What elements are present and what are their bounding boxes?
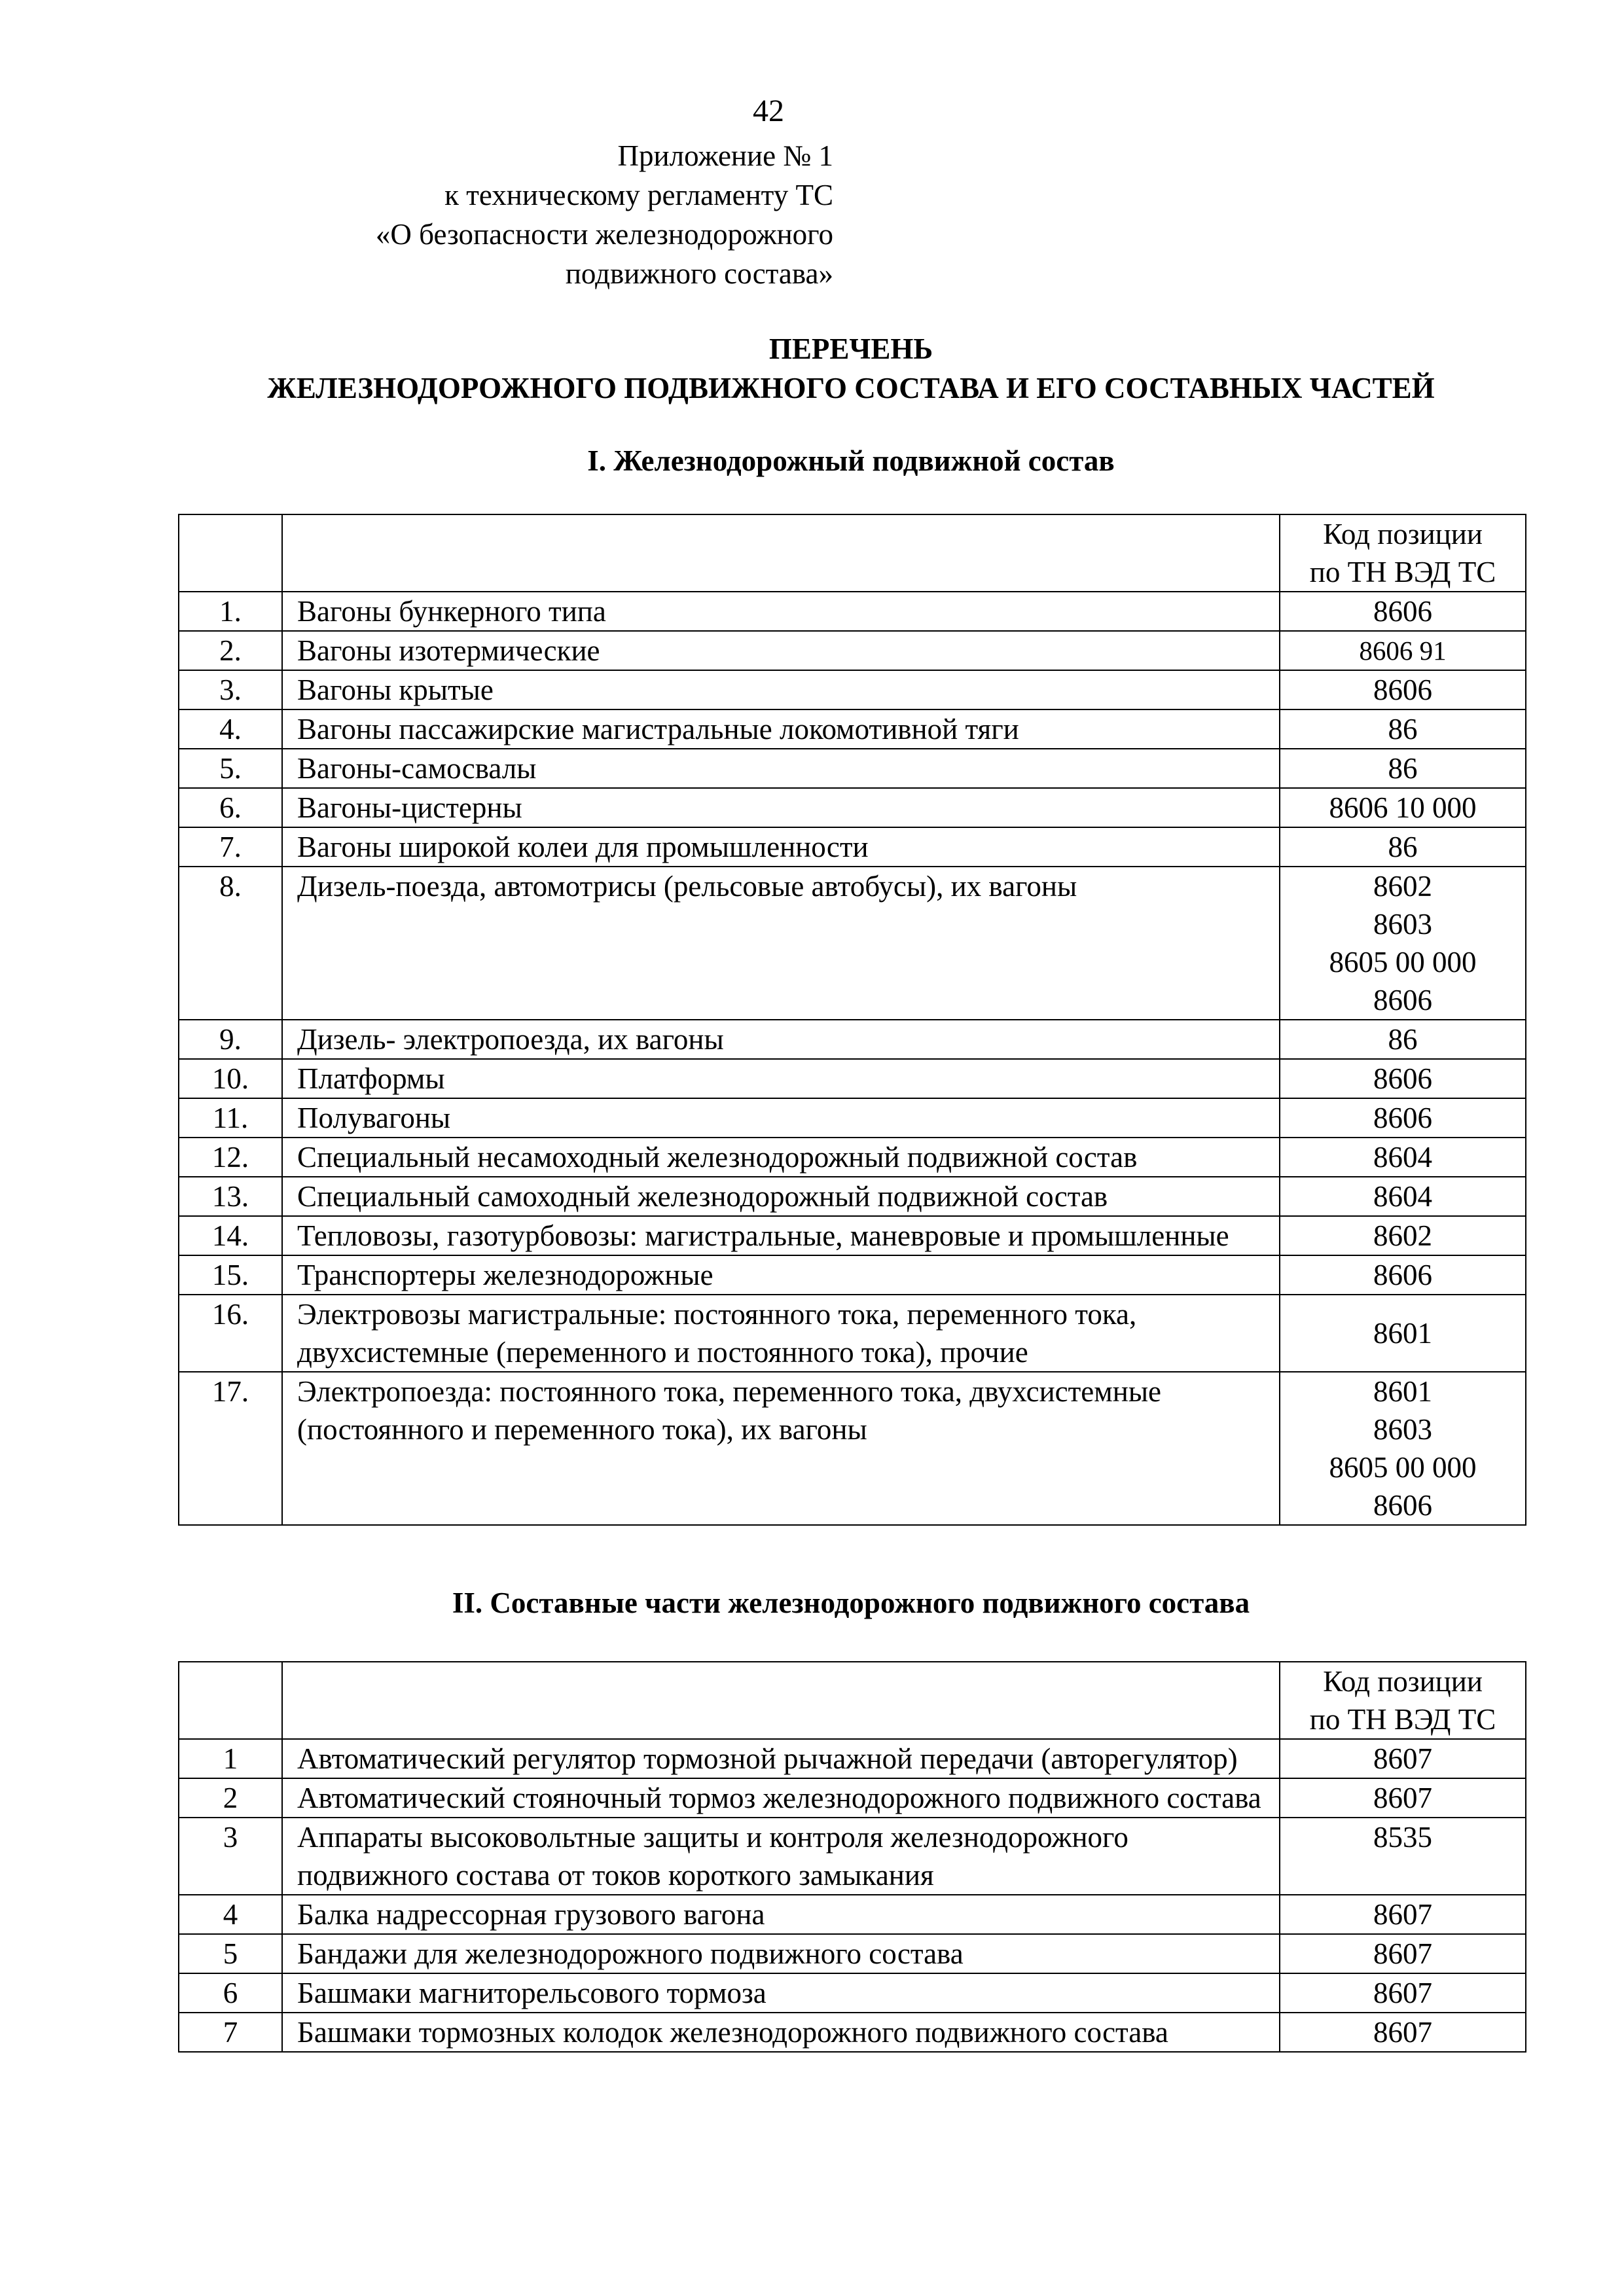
row-name-cell: Платформы bbox=[282, 1059, 1280, 1098]
code-value: 86 bbox=[1388, 713, 1418, 745]
section-1-heading: I. Железнодорожный подвижной состав bbox=[587, 444, 1115, 477]
row-name-cell: Вагоны-цистерны bbox=[282, 788, 1280, 827]
page-number: 42 bbox=[753, 94, 784, 128]
table-row bbox=[179, 1372, 1526, 1525]
document-title bbox=[0, 329, 1624, 408]
row-code-cell bbox=[1280, 1098, 1526, 1138]
table-row bbox=[179, 1934, 1526, 1973]
row-number-cell: 14. bbox=[179, 1216, 282, 1255]
row-number-cell: 10. bbox=[179, 1059, 282, 1098]
header-code-cell bbox=[1280, 1662, 1526, 1739]
header-code-line: Код позиции bbox=[1323, 1665, 1483, 1698]
appendix-line: Приложение № 1 bbox=[617, 139, 833, 172]
header-name-cell bbox=[282, 514, 1280, 592]
appendix-note bbox=[376, 136, 833, 293]
section-2-table-body bbox=[179, 1662, 1526, 2052]
code-value: 8606 bbox=[1373, 673, 1432, 706]
code-value: 8601 bbox=[1373, 1375, 1432, 1408]
row-name-cell: Электровозы магистральные: постоянного тока, переменного тока, двухсистемные (переменного и постоянного тока), прочие bbox=[282, 1295, 1280, 1372]
row-number-cell: 6 bbox=[179, 1973, 282, 2013]
table-row bbox=[179, 1973, 1526, 2013]
row-number-cell: 4 bbox=[179, 1895, 282, 1934]
code-value: 8602 bbox=[1373, 870, 1432, 903]
row-number-cell: 3 bbox=[179, 1818, 282, 1895]
section-2-table bbox=[178, 1661, 1526, 2053]
row-code-cell bbox=[1280, 1216, 1526, 1255]
row-name-cell: Полувагоны bbox=[282, 1098, 1280, 1138]
table-row bbox=[179, 1098, 1526, 1138]
row-code-cell bbox=[1280, 1059, 1526, 1098]
row-number-cell: 7 bbox=[179, 2013, 282, 2052]
appendix-line: к техническому регламенту ТС bbox=[444, 179, 833, 211]
row-number-cell: 16. bbox=[179, 1295, 282, 1372]
row-number-cell: 2 bbox=[179, 1778, 282, 1818]
row-code-cell bbox=[1280, 592, 1526, 631]
row-name-cell: Балка надрессорная грузового вагона bbox=[282, 1895, 1280, 1934]
code-value: 8605 00 000 bbox=[1329, 1451, 1477, 1484]
row-code-cell bbox=[1280, 709, 1526, 749]
row-name-cell: Аппараты высоковольтные защиты и контроля железнодорожного подвижного состава от токов короткого замыкания bbox=[282, 1818, 1280, 1895]
row-code-cell bbox=[1280, 1295, 1526, 1372]
row-name-cell: Дизель- электропоезда, их вагоны bbox=[282, 1020, 1280, 1059]
table-row bbox=[179, 788, 1526, 827]
row-name-cell: Башмаки тормозных колодок железнодорожного подвижного состава bbox=[282, 2013, 1280, 2052]
row-number-cell: 7. bbox=[179, 827, 282, 867]
section-1-table-body bbox=[179, 514, 1526, 1525]
row-name-cell: Вагоны пассажирские магистральные локомотивной тяги bbox=[282, 709, 1280, 749]
row-number-cell: 12. bbox=[179, 1138, 282, 1177]
row-code-cell bbox=[1280, 1934, 1526, 1973]
row-code-cell bbox=[1280, 1020, 1526, 1059]
table-row bbox=[179, 1255, 1526, 1295]
table-row bbox=[179, 592, 1526, 631]
row-number-cell: 15. bbox=[179, 1255, 282, 1295]
row-code-cell bbox=[1280, 1895, 1526, 1934]
row-name-cell: Специальный несамоходный железнодорожный подвижной состав bbox=[282, 1138, 1280, 1177]
code-value: 8607 bbox=[1373, 1977, 1432, 2009]
table-row bbox=[179, 1059, 1526, 1098]
table-row bbox=[179, 1020, 1526, 1059]
row-number-cell: 5. bbox=[179, 749, 282, 788]
header-num-cell bbox=[179, 1662, 282, 1739]
code-value: 8606 91 bbox=[1359, 636, 1447, 666]
code-value: 8604 bbox=[1373, 1141, 1432, 1174]
code-value: 8607 bbox=[1373, 1898, 1432, 1931]
row-number-cell: 11. bbox=[179, 1098, 282, 1138]
header-code-cell bbox=[1280, 514, 1526, 592]
code-value: 8606 bbox=[1373, 1489, 1432, 1522]
row-name-cell: Вагоны крытые bbox=[282, 670, 1280, 709]
row-number-cell: 13. bbox=[179, 1177, 282, 1216]
table-row bbox=[179, 631, 1526, 670]
row-number-cell: 6. bbox=[179, 788, 282, 827]
row-name-cell: Бандажи для железнодорожного подвижного состава bbox=[282, 1934, 1280, 1973]
row-code-cell bbox=[1280, 1818, 1526, 1895]
row-code-cell bbox=[1280, 749, 1526, 788]
table-row bbox=[179, 2013, 1526, 2052]
row-code-cell bbox=[1280, 1778, 1526, 1818]
table-row bbox=[179, 709, 1526, 749]
row-code-cell bbox=[1280, 631, 1526, 670]
table-row bbox=[179, 867, 1526, 1020]
row-number-cell: 3. bbox=[179, 670, 282, 709]
table-row bbox=[179, 1138, 1526, 1177]
section-2-heading: II. Составные части железнодорожного подвижного состава bbox=[452, 1587, 1250, 1619]
code-value: 8607 bbox=[1373, 1742, 1432, 1775]
appendix-line: «О безопасности железнодорожного bbox=[375, 218, 833, 251]
row-number-cell: 5 bbox=[179, 1934, 282, 1973]
code-value: 8604 bbox=[1373, 1180, 1432, 1213]
row-name-cell: Вагоны широкой колеи для промышленности bbox=[282, 827, 1280, 867]
code-value: 8606 10 000 bbox=[1329, 791, 1477, 824]
row-name-cell: Автоматический регулятор тормозной рычажной передачи (авторегулятор) bbox=[282, 1739, 1280, 1778]
row-code-cell bbox=[1280, 1372, 1526, 1525]
code-value: 8606 bbox=[1373, 1062, 1432, 1095]
row-name-cell: Тепловозы, газотурбовозы: магистральные, маневровые и промышленные bbox=[282, 1216, 1280, 1255]
row-number-cell: 1 bbox=[179, 1739, 282, 1778]
row-name-cell: Вагоны-самосвалы bbox=[282, 749, 1280, 788]
table-row bbox=[179, 1895, 1526, 1934]
row-number-cell: 4. bbox=[179, 709, 282, 749]
row-code-cell bbox=[1280, 788, 1526, 827]
code-value: 8605 00 000 bbox=[1329, 946, 1477, 978]
table-row bbox=[179, 1295, 1526, 1372]
code-value: 86 bbox=[1388, 752, 1418, 785]
code-value: 8606 bbox=[1373, 1102, 1432, 1134]
section-1-table bbox=[178, 514, 1526, 1526]
row-code-cell bbox=[1280, 670, 1526, 709]
table-header-row bbox=[179, 514, 1526, 592]
row-name-cell: Автоматический стояночный тормоз железнодорожного подвижного состава bbox=[282, 1778, 1280, 1818]
code-value: 8607 bbox=[1373, 2016, 1432, 2049]
table-row bbox=[179, 749, 1526, 788]
code-value: 8602 bbox=[1373, 1219, 1432, 1252]
code-value: 8603 bbox=[1373, 1413, 1432, 1446]
table-header-row bbox=[179, 1662, 1526, 1739]
header-name-cell bbox=[282, 1662, 1280, 1739]
appendix-line: подвижного состава» bbox=[565, 257, 833, 290]
code-value: 86 bbox=[1388, 1023, 1418, 1056]
row-name-cell: Вагоны бункерного типа bbox=[282, 592, 1280, 631]
header-num-cell bbox=[179, 514, 282, 592]
row-name-cell: Транспортеры железнодорожные bbox=[282, 1255, 1280, 1295]
table-row bbox=[179, 1739, 1526, 1778]
table-row bbox=[179, 1216, 1526, 1255]
row-code-cell bbox=[1280, 1973, 1526, 2013]
table-row bbox=[179, 670, 1526, 709]
table-row bbox=[179, 827, 1526, 867]
table-row bbox=[179, 1818, 1526, 1895]
header-code-line: по ТН ВЭД ТС bbox=[1309, 1703, 1496, 1736]
code-value: 86 bbox=[1388, 831, 1418, 863]
code-value: 8606 bbox=[1373, 984, 1432, 1016]
code-value: 8606 bbox=[1373, 1259, 1432, 1291]
row-number-cell: 8. bbox=[179, 867, 282, 1020]
row-name-cell: Вагоны изотермические bbox=[282, 631, 1280, 670]
header-code-line: Код позиции bbox=[1323, 518, 1483, 550]
row-code-cell bbox=[1280, 2013, 1526, 2052]
row-code-cell bbox=[1280, 1138, 1526, 1177]
title-line: ЖЕЛЕЗНОДОРОЖНОГО ПОДВИЖНОГО СОСТАВА И ЕГО СОСТАВНЫХ ЧАСТЕЙ bbox=[267, 372, 1435, 404]
row-code-cell bbox=[1280, 867, 1526, 1020]
row-number-cell: 17. bbox=[179, 1372, 282, 1525]
title-line: ПЕРЕЧЕНЬ bbox=[768, 332, 933, 365]
row-number-cell: 1. bbox=[179, 592, 282, 631]
header-code-line: по ТН ВЭД ТС bbox=[1309, 556, 1496, 588]
row-code-cell bbox=[1280, 1177, 1526, 1216]
code-value: 8607 bbox=[1373, 1782, 1432, 1814]
row-name-cell: Башмаки магниторельсового тормоза bbox=[282, 1973, 1280, 2013]
row-number-cell: 9. bbox=[179, 1020, 282, 1059]
code-value: 8535 bbox=[1373, 1821, 1432, 1854]
table-row bbox=[179, 1177, 1526, 1216]
row-code-cell bbox=[1280, 1255, 1526, 1295]
row-name-cell: Специальный самоходный железнодорожный подвижной состав bbox=[282, 1177, 1280, 1216]
row-number-cell: 2. bbox=[179, 631, 282, 670]
row-code-cell bbox=[1280, 1739, 1526, 1778]
code-value: 8601 bbox=[1373, 1317, 1432, 1350]
row-code-cell bbox=[1280, 827, 1526, 867]
code-value: 8603 bbox=[1373, 908, 1432, 941]
table-row bbox=[179, 1778, 1526, 1818]
code-value: 8607 bbox=[1373, 1937, 1432, 1970]
code-value: 8606 bbox=[1373, 595, 1432, 628]
row-name-cell: Электропоезда: постоянного тока, переменного тока, двухсистемные (постоянного и переменного тока), их вагоны bbox=[282, 1372, 1280, 1525]
row-name-cell: Дизель-поезда, автомотрисы (рельсовые автобусы), их вагоны bbox=[282, 867, 1280, 1020]
